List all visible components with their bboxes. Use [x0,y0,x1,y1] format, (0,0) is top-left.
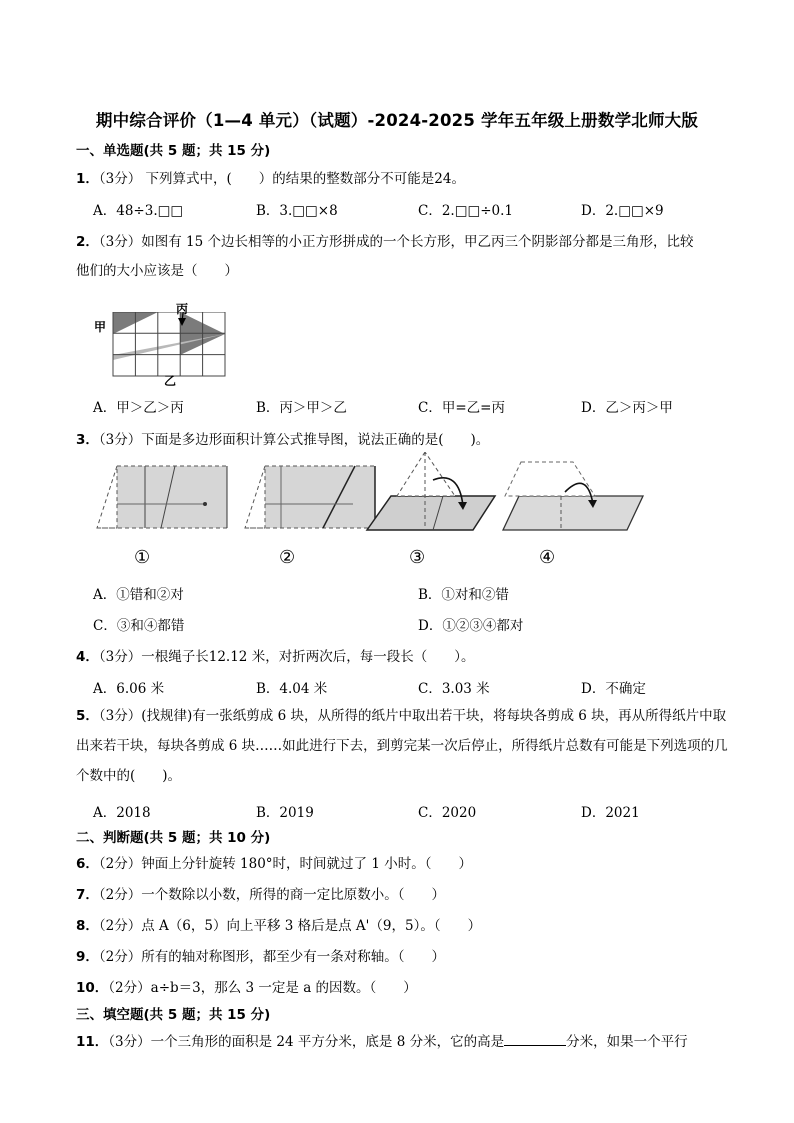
question-1 [76,167,736,187]
question-score: （2分） [98,918,142,934]
question-text: 下面是多边形面积计算公式推导图，说法正确的是( )。 [141,432,490,448]
question-score: （2分） [98,949,142,965]
figure-1-label: ① [134,547,151,568]
figure-4 [503,462,643,530]
q5-option-b[interactable]: B．2019 [256,805,314,821]
q3-option-c[interactable]: C．③和④都错 [93,618,185,634]
label-bing: 丙 [176,302,189,316]
grid-triangles-figure [90,312,230,387]
question-text: 一根绳子长12.12 米，对折两次后，每一段长（ ）。 [141,649,475,665]
question-score: （2分） [98,887,142,903]
q4-option-d[interactable]: D．不确定 [581,681,646,697]
question-score: （3分） [108,1034,151,1050]
label-yi: 乙 [164,374,177,388]
q5-option-a[interactable]: A．2018 [93,805,151,821]
q1-option-d[interactable]: D．2.□□×9 [581,203,664,219]
question-5 [76,701,736,791]
question-number: 9． [76,949,99,965]
question-text-continued: 分米，如果一个平行 [566,1034,688,1050]
q3-option-d[interactable]: D．①②③④都对 [418,618,524,634]
question-number: 4． [76,649,99,665]
q3-option-a[interactable]: A．①错和②对 [93,587,184,603]
question-number: 6． [76,856,99,872]
question-text: 所有的轴对称图形，都至少有一条对称轴。（ ） [141,949,445,965]
question-number: 11． [76,1034,109,1050]
q2-option-a[interactable]: A．甲＞乙＞丙 [93,400,184,416]
q3-option-b[interactable]: B．①对和②错 [418,587,509,603]
section-heading-fill-in: 三、填空题(共 5 题；共 15 分) [76,1007,271,1023]
area-derivation-figures [95,452,650,534]
figure-2 [245,466,375,528]
question-6 [76,852,736,872]
q2-option-c[interactable]: C．甲=乙=丙 [418,400,505,416]
question-text: 点 A（6，5）向上平移 3 格后是点 A'（9，5）。（ ） [141,918,482,934]
section-heading-true-false: 二、判断题(共 5 题；共 10 分) [76,830,271,846]
question-score: （3分） [98,432,142,448]
question-text: 一个三角形的面积是 24 平方分米，底是 8 分米，它的高是 [150,1034,505,1050]
question-number: 5． [76,708,99,724]
question-score: （3分） [98,708,142,724]
question-number: 7． [76,887,99,903]
question-score: （2分） [98,856,142,872]
question-score: （2分） [108,980,151,996]
question-text: 一个数除以小数，所得的商一定比原数小。（ ） [141,887,445,903]
q1-option-a[interactable]: A．48÷3.□□ [93,203,184,219]
exam-title: 期中综合评价（1—4 单元）（试题）-2024-2025 学年五年级上册数学北师大版 [95,111,699,130]
q1-option-c[interactable]: C．2.□□÷0.1 [418,203,514,219]
q2-option-b[interactable]: B．丙＞甲＞乙 [256,400,347,416]
question-text: a÷b＝3，那么 3 一定是 a 的因数。（ ） [150,980,417,996]
q1-option-b[interactable]: B．3.□□×8 [256,203,338,219]
question-8 [76,914,736,934]
question-score: （3分） [98,234,142,250]
section-heading-single-choice: 一、单选题(共 5 题；共 15 分) [76,143,271,159]
question-3 [76,428,736,448]
question-7 [76,883,736,903]
figure-2-label: ② [279,547,296,568]
question-4 [76,645,736,665]
question-score: （3分） [98,649,142,665]
question-number: 2． [76,234,99,250]
q4-option-b[interactable]: B．4.04 米 [256,681,328,697]
question-text: 钟面上分针旋转 180°时，时间就过了 1 小时。（ ） [141,856,472,872]
question-score: （3分） [98,171,142,187]
question-2 [76,230,736,250]
question-number: 1． [76,171,99,187]
q2-option-d[interactable]: D．乙＞丙＞甲 [581,400,673,416]
question-number: 8． [76,918,99,934]
figure-4-label: ④ [539,547,556,568]
figure-3-label: ③ [409,547,426,568]
question-9 [76,945,736,965]
question-number: 10． [76,980,109,996]
question-text: (找规律)有一张纸剪成 6 块，从所得的纸片中取出若干块，将每块各剪成 6 块，再从所得纸片中取出来若干块，每块各剪成 6 块……如此进行下去，到剪完某一次后停止，所得纸片总数有可能是下列选项的几个数中的( )。 [76,708,728,784]
question-10 [76,976,736,996]
question-text: 下列算式中，( ）的结果的整数部分不可能是24。 [141,171,465,187]
question-2-line-2: 他们的大小应该是（ ） [76,263,238,279]
q5-option-d[interactable]: D．2021 [581,805,640,821]
triangle-yi [113,334,225,360]
question-number: 3． [76,432,99,448]
label-jia: 甲 [94,320,107,334]
question-11 [76,1030,736,1050]
question-text: 如图有 15 个边长相等的小正方形拼成的一个长方形，甲乙丙三个阴影部分都是三角形，比较 [141,234,694,250]
q4-option-a[interactable]: A．6.06 米 [93,681,165,697]
figure-1 [97,466,227,528]
figure-3 [367,452,495,530]
q4-option-c[interactable]: C．3.03 米 [418,681,490,697]
q5-option-c[interactable]: C．2020 [418,805,477,821]
answer-blank[interactable] [504,1033,566,1046]
